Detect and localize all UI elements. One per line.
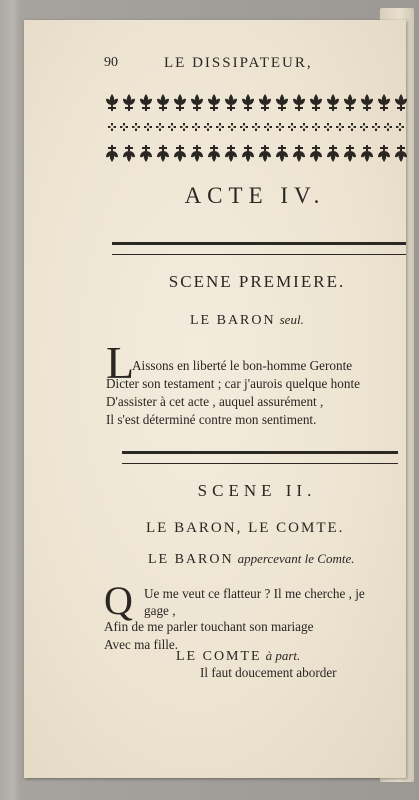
- speaker-heading: [190, 312, 304, 329]
- verse-line: gage ,: [144, 603, 176, 618]
- stage-direction: appercevant le Comte.: [237, 551, 355, 566]
- speaker-name: LE BARON: [190, 313, 276, 328]
- verse-line: Il faut doucement aborder: [200, 665, 337, 680]
- page-header: [80, 55, 380, 75]
- scene-characters: LE BARON, LE COMTE.: [146, 520, 345, 536]
- verse-line: Ue me veut ce flatteur ? Il me cherche , je: [144, 586, 365, 601]
- drop-cap: L: [106, 337, 135, 388]
- verse-line: Dicter son testament ; car j'aurois quelque honte: [106, 376, 360, 391]
- verse-line: Avec ma fille.: [104, 637, 179, 652]
- act-title: ACTE IV.: [184, 183, 326, 208]
- verse-line: Aissons en liberté le bon-homme Geronte: [132, 358, 353, 373]
- verse-line: Afin de me parler touchant son mariage: [104, 619, 314, 634]
- drop-cap: Q: [104, 578, 133, 623]
- fleuron-ornament: [106, 92, 408, 164]
- speaker-heading: [176, 648, 300, 665]
- running-title: LE DISSIPATEUR,: [164, 55, 313, 71]
- double-rule: [122, 451, 398, 464]
- verse-line: Il s'est déterminé contre mon sentiment.: [106, 412, 317, 427]
- scene-title: SCENE PREMIERE.: [168, 272, 346, 291]
- page-number: 90: [104, 55, 118, 70]
- speaker-heading: [148, 551, 354, 568]
- stage-direction: seul.: [279, 312, 304, 327]
- speaker-name: LE COMTE: [176, 649, 262, 664]
- double-rule: [112, 242, 406, 255]
- verse-line: D'assister à cet acte , auquel assurément ,: [106, 394, 324, 409]
- stage-direction: à part.: [265, 648, 301, 663]
- scene-title: SCENE II.: [197, 481, 317, 500]
- speaker-name: LE BARON: [148, 552, 234, 567]
